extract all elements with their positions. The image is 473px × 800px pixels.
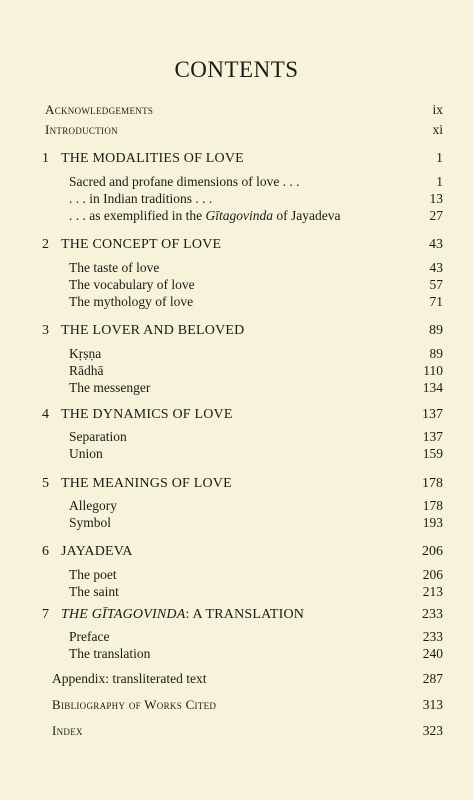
- chapter-title: THE CONCEPT OF LOVE: [61, 237, 222, 252]
- chapter-title: JAYADEVA: [61, 544, 133, 559]
- chapter-page: 1: [436, 151, 443, 166]
- chapter-number: 4: [42, 407, 49, 422]
- chapter-page: 89: [429, 323, 443, 338]
- section-label: Kṛṣṇa: [69, 346, 102, 361]
- chapter-page: 43: [429, 237, 443, 252]
- section-page: 213: [422, 584, 443, 599]
- chapter-number: 3: [42, 323, 49, 338]
- entry-page: 313: [422, 697, 443, 712]
- toc-chapter-4[interactable]: [0, 406, 473, 424]
- toc-chapter-3[interactable]: [0, 322, 473, 340]
- section-page: 159: [422, 446, 443, 461]
- toc-section[interactable]: [0, 207, 473, 225]
- section-label: Union: [69, 446, 103, 461]
- toc-chapter-6[interactable]: [0, 543, 473, 561]
- chapter-page: 233: [422, 607, 443, 622]
- toc-section[interactable]: [0, 379, 473, 397]
- section-page: 134: [422, 380, 443, 395]
- section-label: The taste of love: [69, 260, 160, 275]
- toc-section[interactable]: [0, 276, 473, 294]
- section-page: 233: [422, 629, 443, 644]
- toc-section[interactable]: [0, 259, 473, 277]
- entry-page: 323: [422, 723, 443, 738]
- toc-entry-bibliography[interactable]: [0, 696, 473, 714]
- entry-label: Bibliography of Works Cited: [52, 697, 217, 712]
- entry-label: Appendix: transliterated text: [52, 671, 207, 686]
- section-label: Symbol: [69, 515, 112, 530]
- toc-chapter-1[interactable]: [0, 150, 473, 168]
- toc-section[interactable]: [0, 428, 473, 446]
- section-page: 193: [422, 515, 443, 530]
- entry-page: 287: [422, 671, 443, 686]
- toc-chapter-7[interactable]: [0, 606, 473, 624]
- toc-section[interactable]: [0, 190, 473, 208]
- section-label: The mythology of love: [69, 294, 194, 309]
- toc-chapter-2[interactable]: [0, 236, 473, 254]
- section-page: 137: [422, 429, 443, 444]
- section-label: The poet: [69, 567, 117, 582]
- section-page: 57: [429, 277, 443, 292]
- chapter-page: 206: [422, 544, 443, 559]
- section-page: 178: [422, 498, 443, 513]
- chapter-title: THE MODALITIES OF LOVE: [61, 151, 244, 166]
- chapter-number: 1: [42, 151, 49, 166]
- toc-section[interactable]: [0, 345, 473, 363]
- toc-section[interactable]: [0, 583, 473, 601]
- chapter-number: 7: [42, 607, 49, 622]
- chapter-title: THE GĪTAGOVINDA: A TRANSLATION: [61, 607, 305, 622]
- chapter-number: 2: [42, 237, 49, 252]
- section-label: . . . in Indian traditions . . .: [69, 191, 213, 206]
- toc-entry-introduction[interactable]: [0, 121, 473, 139]
- section-page: 110: [423, 363, 443, 378]
- section-label: The saint: [69, 584, 119, 599]
- toc-section[interactable]: [0, 173, 473, 191]
- toc-section[interactable]: [0, 514, 473, 532]
- section-label: Separation: [69, 429, 127, 444]
- chapter-page: 178: [422, 476, 443, 491]
- section-label: The messenger: [69, 380, 151, 395]
- chapter-page: 137: [422, 407, 443, 422]
- section-page: 13: [429, 191, 443, 206]
- toc-section[interactable]: [0, 628, 473, 646]
- section-page: 89: [429, 346, 443, 361]
- toc-section[interactable]: [0, 362, 473, 380]
- toc-entry-appendix[interactable]: [0, 670, 473, 688]
- toc-section[interactable]: [0, 497, 473, 515]
- section-page: 1: [436, 174, 443, 189]
- section-page: 43: [429, 260, 443, 275]
- entry-label: Index: [52, 723, 83, 738]
- section-label: Preface: [69, 629, 110, 644]
- section-page: 240: [422, 646, 443, 661]
- entry-label: Acknowledgements: [45, 102, 154, 117]
- section-page: 71: [429, 294, 443, 309]
- section-label: The translation: [69, 646, 151, 661]
- chapter-title: THE MEANINGS OF LOVE: [61, 476, 232, 491]
- section-label: Rādhā: [69, 363, 104, 378]
- chapter-title: THE DYNAMICS OF LOVE: [61, 407, 233, 422]
- toc-section[interactable]: [0, 645, 473, 663]
- toc-chapter-5[interactable]: [0, 475, 473, 493]
- chapter-number: 5: [42, 476, 49, 491]
- chapter-title: THE LOVER AND BELOVED: [61, 323, 245, 338]
- section-label: Allegory: [69, 498, 117, 513]
- toc-section[interactable]: [0, 293, 473, 311]
- entry-page: xi: [432, 122, 443, 137]
- section-label: . . . as exemplified in the Gītagovinda of Jayadeva: [69, 208, 341, 223]
- toc-section[interactable]: [0, 445, 473, 463]
- toc-section[interactable]: [0, 566, 473, 584]
- section-page: 206: [422, 567, 443, 582]
- section-label: The vocabulary of love: [69, 277, 195, 292]
- page-title: CONTENTS: [174, 57, 299, 82]
- toc-entry-index[interactable]: [0, 722, 473, 740]
- section-page: 27: [429, 208, 443, 223]
- toc-entry-acknowledgements[interactable]: [0, 101, 473, 119]
- entry-label: Introduction: [45, 122, 118, 137]
- chapter-number: 6: [42, 544, 49, 559]
- section-label: Sacred and profane dimensions of love . . .: [69, 174, 300, 189]
- entry-page: ix: [432, 102, 443, 117]
